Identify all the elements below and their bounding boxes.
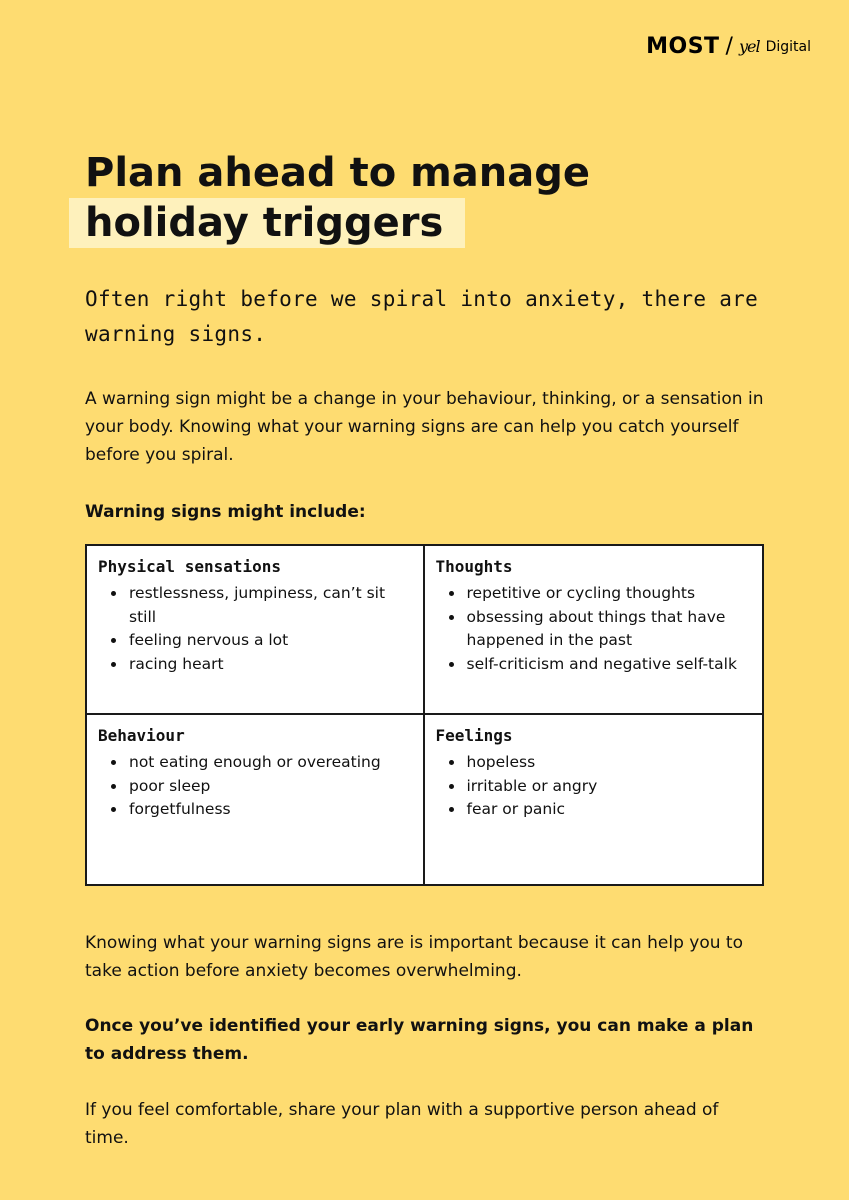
list-item: • hopeless (465, 751, 752, 775)
list-item: • poor sleep (127, 775, 412, 799)
list-item: • self-criticism and negative self-talk (465, 653, 752, 677)
warning-signs-table (85, 544, 764, 886)
list-item: • obsessing about things that have happened in the past (465, 606, 752, 653)
title-line-1: Plan ahead to manage (85, 150, 590, 196)
cell-behaviour (87, 715, 425, 884)
importance-paragraph: Knowing what your warning signs are is important because it can help you to take action before anxiety becomes overwhelming. (85, 933, 743, 981)
brand-logo (646, 34, 811, 59)
brand-mark: yel (738, 37, 760, 56)
brand-sub: Digital (765, 38, 811, 55)
list-item: • irritable or angry (465, 775, 752, 799)
list-item: • fear or panic (465, 798, 752, 822)
cell-heading: Behaviour (98, 726, 185, 745)
warning-signs-subheading: Warning signs might include: (85, 502, 366, 522)
title-line-2-highlight: holiday triggers (69, 198, 465, 248)
cell-physical-sensations (87, 546, 425, 715)
cell-feelings (425, 715, 763, 884)
plan-paragraph: Once you’ve identified your early warning signs, you can make a plan to address them. (85, 1016, 754, 1064)
list-item: • racing heart (127, 653, 412, 677)
list-item: • not eating enough or overeating (127, 751, 412, 775)
cell-list (436, 582, 752, 676)
cell-list (436, 751, 752, 822)
cell-heading: Thoughts (435, 557, 513, 576)
brand-separator: / (725, 34, 733, 59)
brand-name: MOST (646, 34, 720, 59)
intro-paragraph: A warning sign might be a change in your behaviour, thinking, or a sensation in your body. Knowing what your warning signs are can help you catch yourself before you spiral. (85, 389, 764, 465)
cell-thoughts (425, 546, 763, 715)
cell-heading: Feelings (435, 726, 513, 745)
list-item: • feeling nervous a lot (127, 629, 412, 653)
list-item: • forgetfulness (127, 798, 412, 822)
page-title (85, 148, 590, 248)
cell-list (98, 582, 412, 676)
share-paragraph: If you feel comfortable, share your plan with a supportive person ahead of time. (85, 1100, 719, 1148)
lead-text: Often right before we spiral into anxiety, there are warning signs. (85, 287, 759, 346)
list-item: • repetitive or cycling thoughts (465, 582, 752, 606)
cell-heading: Physical sensations (98, 557, 282, 576)
list-item: • restlessness, jumpiness, can’t sit still (127, 582, 412, 629)
cell-list (98, 751, 412, 822)
